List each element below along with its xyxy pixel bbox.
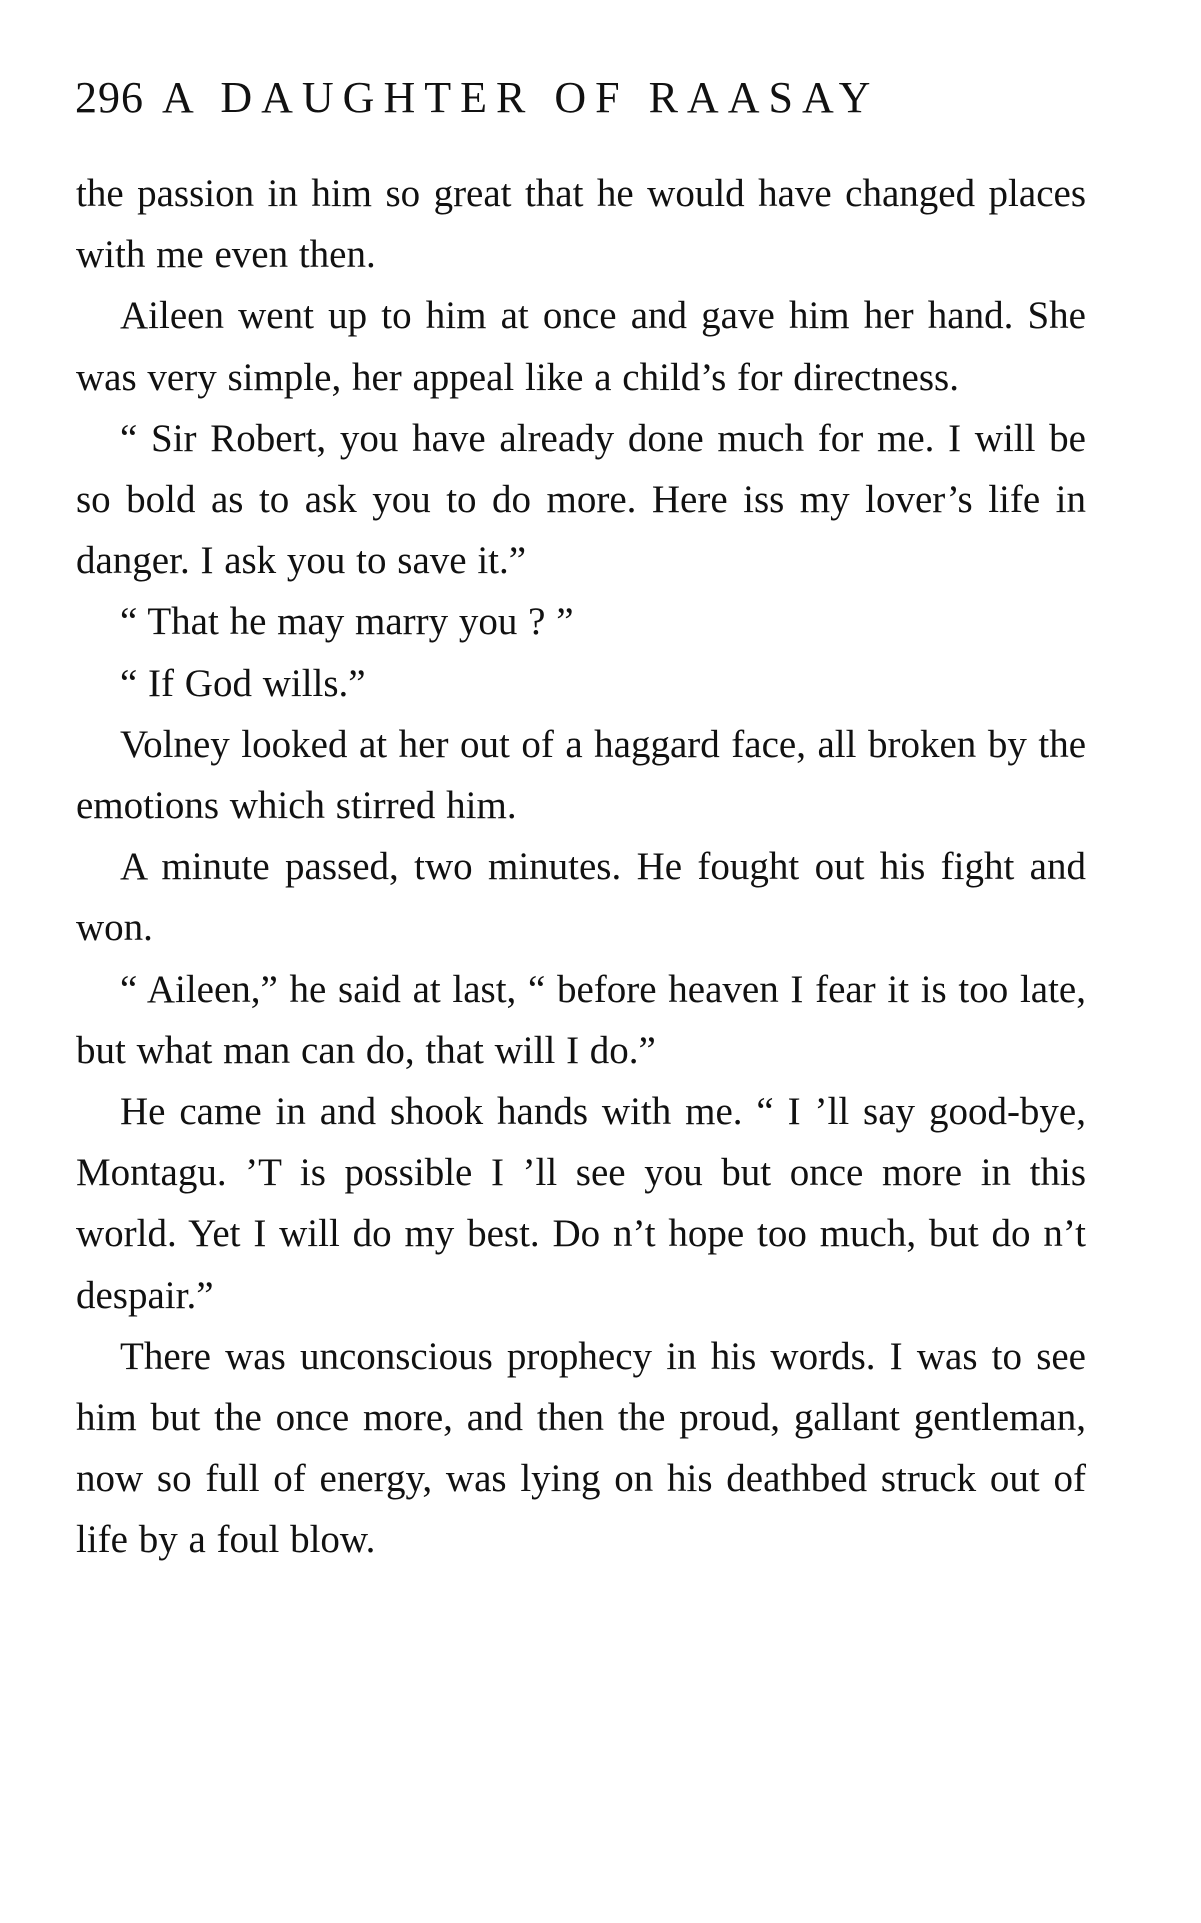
paragraph: A minute passed, two minutes. He fought out his fight and won. <box>76 845 1086 950</box>
paragraph: “ If God wills.” <box>120 661 366 705</box>
paragraph: the passion in him so great that he would have changed places with me even then. <box>76 172 1086 277</box>
paragraph: Volney looked at her out of a haggard face, all broken by the emotions which stirred him. <box>76 722 1086 828</box>
running-title: A DAUGHTER OF RAASAY <box>162 73 880 122</box>
paragraph: There was unconscious prophecy in his words. I was to see him but the once more, and then the proud, gallant gentleman, now so full of energy, was lying on his deathbed struck out of life by a foul blow. <box>76 1334 1086 1562</box>
paragraph: Aileen went up to him at once and gave him her hand. She was very simple, her appeal like a child’s for directness. <box>76 294 1086 399</box>
paragraph: “ Sir Robert, you have already done much for me. I will be so bold as to ask you to do more. Here iss my lover’s life in danger. I ask you to save it.” <box>76 416 1086 583</box>
paragraph: He came in and shook hands with me. “ I ’ll say good-bye, Montagu. ’T is possible I ’ll see you but once more in this world. Yet I will do my best. Do n’t hope too much, but do n’t despair.” <box>76 1090 1086 1317</box>
paragraph: “ Aileen,” he said at last, “ before heaven I fear it is too late, but what man can do, that will I do.” <box>76 967 1086 1072</box>
running-header <box>75 72 1095 132</box>
body-text <box>76 163 1086 1571</box>
paragraph: “ That he may marry you ? ” <box>120 600 574 644</box>
page-number: 296 <box>75 73 144 122</box>
